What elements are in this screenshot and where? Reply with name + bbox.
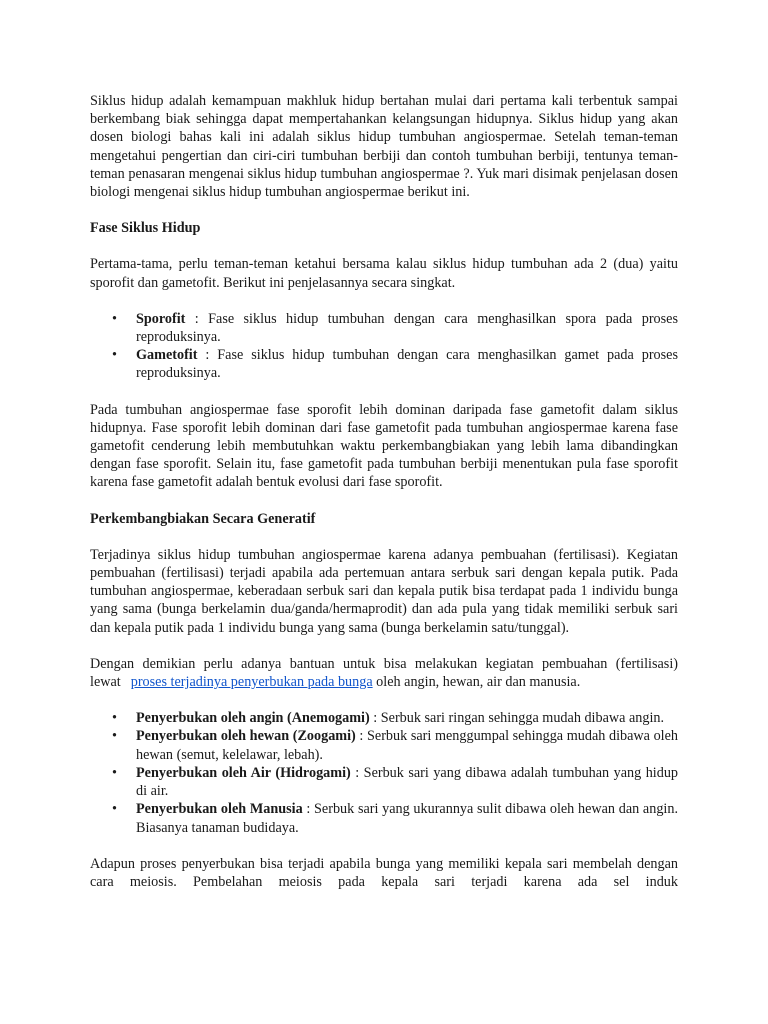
- term-sporofit: Sporofit: [136, 310, 186, 327]
- document-page: [90, 92, 678, 909]
- list-item-manusia: [90, 800, 678, 836]
- bullet-icon: •: [112, 801, 117, 818]
- bullet-icon: •: [112, 310, 117, 327]
- penyerbukan-intro-paragraph: [90, 655, 678, 691]
- list-item-sporofit: [90, 310, 678, 346]
- definition-zoogami: : Serbuk sari menggumpal sehingga mudah dibawa oleh hewan (semut, kelelawar, lebah).: [136, 728, 679, 763]
- definition-gametofit: : Fase siklus hidup tumbuhan dengan cara menghasilkan gamet pada proses reproduksinya.: [136, 347, 678, 382]
- penyerbukan-link[interactable]: proses terjadinya penyerbukan pada bunga: [130, 674, 373, 691]
- list-item-hidrogami: [90, 764, 678, 800]
- definition-hidrogami: : Serbuk sari yang dibawa adalah tumbuhan yang hidup di air.: [136, 764, 679, 800]
- list-item-zoogami: [90, 727, 678, 763]
- fase-bullet-list: [90, 310, 678, 383]
- term-gametofit: Gametofit: [136, 347, 198, 364]
- bullet-icon: •: [112, 710, 117, 727]
- term-hidrogami: Penyerbukan oleh Air (Hidrogami): [136, 764, 351, 781]
- penyerbukan-intro-text: Dengan demikian perlu adanya bantuan untuk bisa melakukan kegiatan pembuahan (fertilisasi) lewat: [90, 655, 678, 691]
- meiosis-paragraph: Adapun proses penyerbukan bisa terjadi apabila bunga yang memiliki kepala sari membelah dengan cara meiosis. Pembelahan meiosis pada kepala sari terjadi karena ada sel induk: [90, 855, 678, 890]
- list-item-gametofit: [90, 346, 678, 382]
- bullet-icon: •: [112, 764, 117, 781]
- term-zoogami: Penyerbukan oleh hewan (Zoogami): [136, 728, 356, 745]
- penyerbukan-intro-tail: oleh angin, hewan, air dan manusia.: [372, 674, 581, 691]
- term-manusia: Penyerbukan oleh Manusia: [136, 801, 303, 818]
- term-anemogami: Penyerbukan oleh angin (Anemogami): [136, 710, 370, 727]
- fertilisasi-paragraph: Terjadinya siklus hidup tumbuhan angiospermae karena adanya pembuahan (fertilisasi). Kegiatan pembuahan (fertilisasi) terjadi apabila ada pertemuan antara serbuk sari dengan kepala putik. Pada tumbuhan angiospermae, keberadaan serbuk sari dan kepala putik bisa terdapat pada 1 individu bunga yang sama (bunga berkelamin dua/ganda/hermaprodit) dan ada pula yang tidak memiliki serbuk sari dan kepala putik pada 1 individu bunga yang sama (bunga berkelamin satu/tunggal).: [90, 546, 678, 636]
- fase-intro-paragraph: Pertama-tama, perlu teman-teman ketahui bersama kalau siklus hidup tumbuhan ada 2 (dua) yaitu sporofit dan gametofit. Berikut ini penjelasannya secara singkat.: [90, 256, 678, 291]
- section-heading-fase-siklus-hidup: Fase Siklus Hidup: [90, 220, 201, 237]
- sporofit-dominance-paragraph: Pada tumbuhan angiospermae fase sporofit lebih dominan daripada fase gametofit dalam siklus hidupnya. Fase sporofit lebih dominan dari fase gametofit pada tumbuhan angiospermae karena fase gametofit cenderung lebih membutuhkan waktu perkembangbiakan yang lebih lama dibandingkan dengan fase sporofit. Selain itu, fase gametofit pada tumbuhan berbiji menentukan pula fase sporofit karena fase gametofit adalah bentuk evolusi dari fase sporofit.: [90, 401, 678, 491]
- intro-paragraph: Siklus hidup adalah kemampuan makhluk hidup bertahan mulai dari pertama kali terbentuk sampai berkembang biak sehingga dapat mempertahankan kelangsungan hidupnya. Siklus hidup yang akan dosen biologi bahas kali ini adalah siklus hidup tumbuhan angiospermae. Setelah teman-teman mengetahui pengertian dan ciri-ciri tumbuhan berbiji dan contoh tumbuhan berbiji, tentunya teman-teman penasaran mengenai siklus hidup tumbuhan angiospermae ?. Yuk mari disimak penjelasan dosen biologi mengenai siklus hidup tumbuhan angiospermae berikut ini.: [90, 93, 678, 201]
- definition-sporofit: : Fase siklus hidup tumbuhan dengan cara menghasilkan spora pada proses reproduksinya.: [136, 310, 678, 346]
- section-heading-perkembangbiakan: Perkembangbiakan Secara Generatif: [90, 510, 316, 527]
- penyerbukan-bullet-list: [90, 709, 678, 836]
- definition-manusia: : Serbuk sari yang ukurannya sulit dibawa oleh hewan dan angin. Biasanya tanaman budidaya.: [136, 801, 678, 836]
- list-item-anemogami: [90, 709, 678, 727]
- bullet-icon: •: [112, 347, 117, 364]
- bullet-icon: •: [112, 728, 117, 745]
- definition-anemogami: : Serbuk sari ringan sehingga mudah dibawa angin.: [369, 710, 665, 727]
